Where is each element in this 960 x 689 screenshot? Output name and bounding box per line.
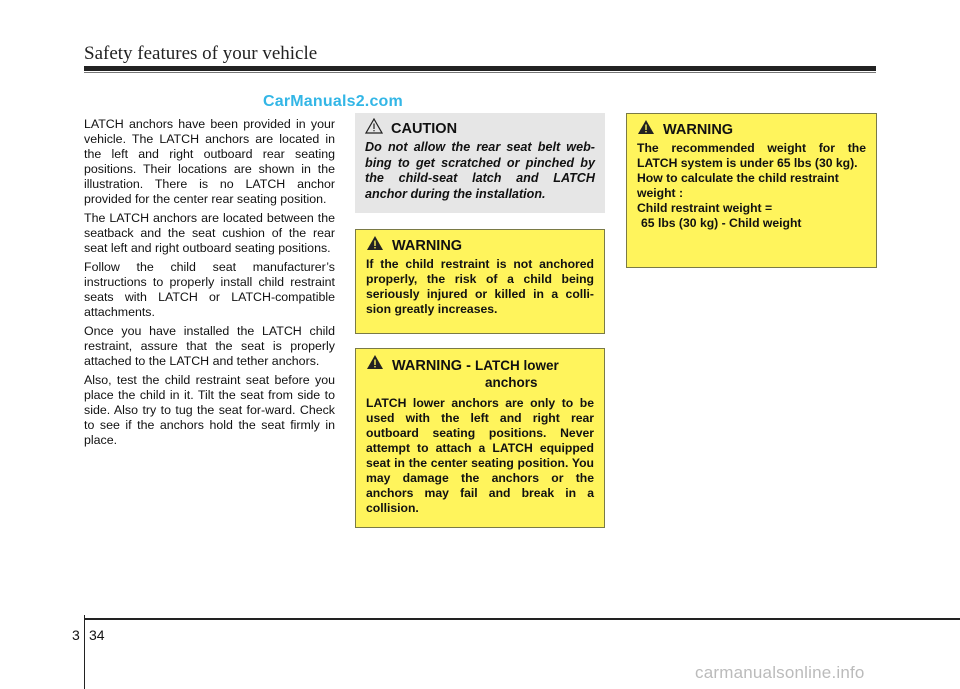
watermark-link[interactable]: CarManuals2.com [263, 93, 403, 110]
header-rule [84, 66, 876, 71]
warning-anchor-box [355, 229, 605, 334]
warning-title: WARNING [392, 238, 463, 254]
warning-weight-line: The recommended weight for the LATCH system is under 65 lbs (30 kg). [637, 141, 866, 170]
warning-triangle-icon [366, 354, 384, 370]
footer-divider [84, 615, 85, 689]
body-paragraph: Once you have installed the LATCH child restraint, assure that the seat is properly attached to the LATCH and tether anchors. [84, 324, 335, 368]
body-text-column [84, 117, 335, 452]
warning-weight-formula: 65 lbs (30 kg) - Child weight [641, 216, 802, 230]
caution-box [355, 113, 605, 213]
warning-subtitle: LATCH lower [474, 358, 559, 373]
body-paragraph: The LATCH anchors are located between the seatback and the seat cushion of the rear seat left and right outboard seating positions. [84, 211, 335, 255]
body-paragraph: LATCH anchors have been provided in your vehicle. The LATCH anchors are located in the left and right outboard rear seating positions. Their locations are shown in the illustration. There is no LATCH anchor provided for the center rear seating position. [84, 117, 335, 206]
warning-title: WARNING - [392, 358, 475, 374]
page-header-title: Safety features of your vehicle [84, 43, 318, 64]
warning-header [637, 122, 866, 138]
caution-title: CAUTION [391, 121, 458, 137]
warning-triangle-icon [637, 119, 655, 135]
warning-weight-box [626, 113, 877, 268]
warning-text: If the child restraint is not anchored properly, the risk of a child being seriously injured or killed in a colli-sion greatly increases. [366, 257, 594, 316]
footer-watermark-link[interactable]: carmanualsonline.info [695, 663, 865, 682]
warning-header [366, 238, 594, 254]
caution-text: Do not allow the rear seat belt web-bing to get scratched or pinched by the child-seat latch and LATCH anchor during the installation. [365, 140, 595, 201]
body-paragraph: Follow the child seat manufacturer’s instructions to properly install child restraint seats with LATCH or LATCH-compatible attachments. [84, 260, 335, 319]
warning-text: LATCH lower anchors are only to be used with the left and right rear outboard seating positions. Never attempt to attach a LATCH equipped seat in the center seating position. You may damage the anchors or the anchors may fail and break in a collision. [366, 396, 594, 515]
header-rule-thin [84, 72, 876, 73]
warning-weight-line: Child restraint weight = [637, 201, 773, 215]
footer-rule [84, 618, 960, 620]
warning-triangle-icon [366, 235, 384, 251]
warning-header [366, 357, 594, 390]
warning-latch-box [355, 348, 605, 528]
warning-weight-line: How to calculate the child restraint weight : [637, 171, 839, 200]
caution-header [365, 121, 595, 137]
page-number: 34 [89, 627, 105, 643]
warning-title: WARNING [663, 122, 734, 138]
body-paragraph: Also, test the child restraint seat before you place the child in it. Tilt the seat from side to side. Also try to tug the seat for-ward. Check to see if the anchors hold the seat firmly in place. [84, 373, 335, 447]
warning-subtitle-line2: anchors [485, 375, 538, 390]
caution-triangle-icon [365, 118, 383, 134]
chapter-number: 3 [72, 627, 80, 643]
